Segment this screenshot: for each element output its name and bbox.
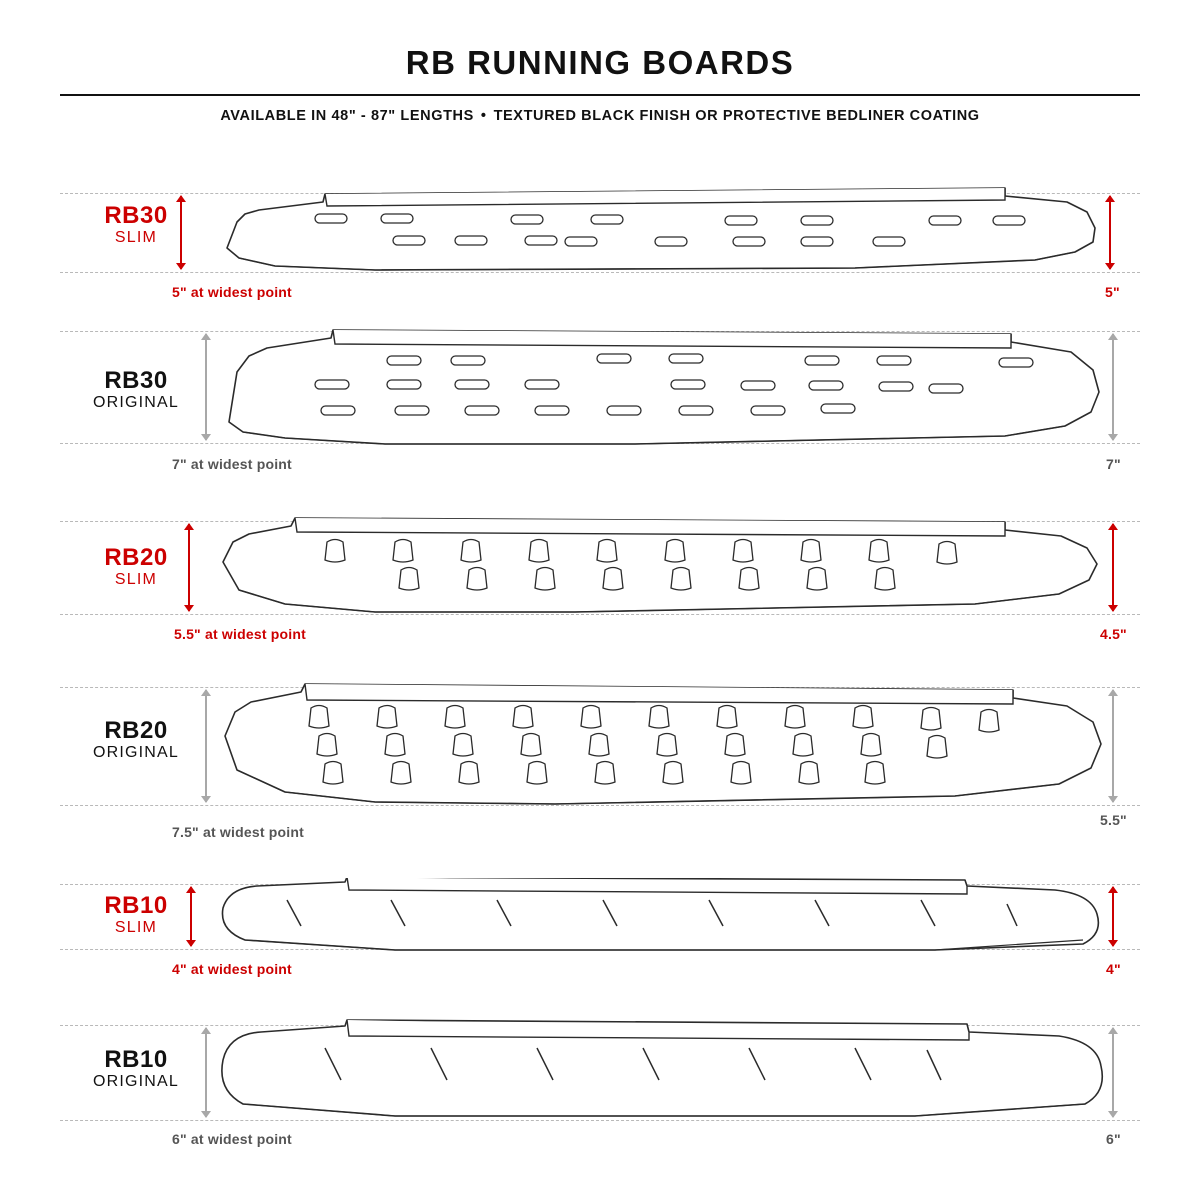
height-arrow-left bbox=[180, 196, 182, 269]
height-arrow-right bbox=[1112, 524, 1114, 611]
model-variant: SLIM bbox=[114, 571, 158, 589]
height-arrow-left bbox=[205, 334, 207, 440]
header bbox=[60, 44, 1140, 124]
width-measurement: 7.5" at widest point bbox=[172, 824, 304, 840]
board-graphic-rb10-original bbox=[215, 1018, 1105, 1126]
model-name: RB20 bbox=[104, 717, 168, 744]
height-measurement: 7" bbox=[1106, 456, 1121, 472]
width-measurement: 4" at widest point bbox=[172, 961, 292, 977]
height-measurement: 5" bbox=[1105, 284, 1120, 300]
height-measurement: 4" bbox=[1106, 961, 1121, 977]
board-graphic-rb20-slim bbox=[215, 512, 1105, 624]
height-arrow-right bbox=[1112, 887, 1114, 946]
model-name: RB10 bbox=[104, 1046, 168, 1073]
height-arrow-right bbox=[1109, 196, 1111, 269]
height-measurement: 5.5" bbox=[1100, 812, 1127, 828]
header-subtitle bbox=[60, 96, 1140, 124]
board-graphic-rb20-original bbox=[215, 678, 1105, 813]
height-arrow-right bbox=[1112, 690, 1114, 802]
board-graphic-rb30-original bbox=[215, 326, 1105, 451]
height-measurement: 4.5" bbox=[1100, 626, 1127, 642]
model-variant: ORIGINAL bbox=[92, 744, 180, 762]
board-graphic-rb30-slim bbox=[215, 186, 1105, 278]
height-arrow-left bbox=[190, 887, 192, 946]
height-measurement: 6" bbox=[1106, 1131, 1121, 1147]
width-measurement: 7" at widest point bbox=[172, 456, 292, 472]
model-label-rb30-slim bbox=[60, 203, 212, 249]
height-arrow-right bbox=[1112, 1028, 1114, 1117]
model-variant: SLIM bbox=[114, 229, 158, 247]
model-variant: SLIM bbox=[114, 919, 158, 937]
model-variant: ORIGINAL bbox=[92, 1073, 180, 1091]
page-title: RB RUNNING BOARDS bbox=[405, 44, 795, 81]
width-measurement: 6" at widest point bbox=[172, 1131, 292, 1147]
height-arrow-left bbox=[188, 524, 190, 611]
subtitle-finish: TEXTURED BLACK FINISH OR PROTECTIVE BEDLINER COATING bbox=[493, 108, 980, 124]
height-arrow-left bbox=[205, 1028, 207, 1117]
model-name: RB30 bbox=[104, 367, 168, 394]
height-arrow-right bbox=[1112, 334, 1114, 440]
model-name: RB10 bbox=[104, 892, 168, 919]
model-label-rb30-original bbox=[60, 368, 212, 414]
model-name: RB30 bbox=[104, 202, 168, 229]
board-graphic-rb10-slim bbox=[215, 878, 1105, 958]
height-arrow-left bbox=[205, 690, 207, 802]
model-name: RB20 bbox=[104, 544, 168, 571]
subtitle-separator: • bbox=[480, 108, 487, 124]
model-variant: ORIGINAL bbox=[92, 394, 180, 412]
width-measurement: 5.5" at widest point bbox=[174, 626, 306, 642]
subtitle-lengths: AVAILABLE IN 48" - 87" LENGTHS bbox=[220, 108, 474, 124]
model-label-rb20-original bbox=[60, 718, 212, 764]
model-label-rb10-original bbox=[60, 1047, 212, 1093]
width-measurement: 5" at widest point bbox=[172, 284, 292, 300]
